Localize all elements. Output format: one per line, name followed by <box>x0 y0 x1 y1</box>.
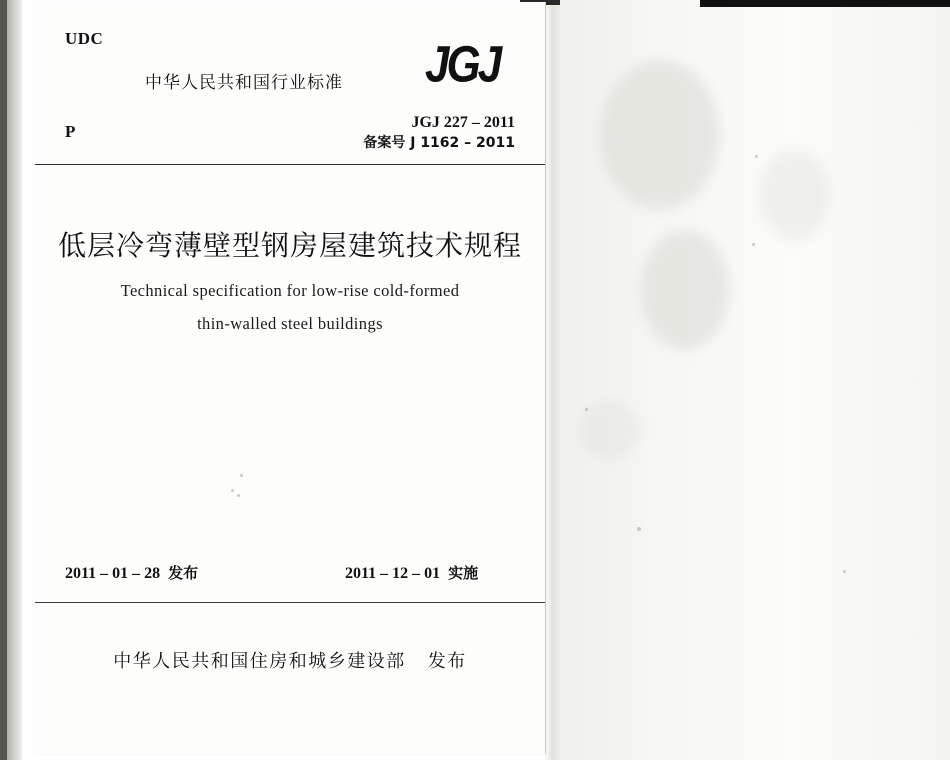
effective-verb: 实施 <box>448 564 479 582</box>
publisher-line <box>35 647 545 673</box>
scan-speck <box>637 527 641 531</box>
issue-verb: 发布 <box>168 564 199 582</box>
standard-number: JGJ 227 – 2011 <box>411 114 515 131</box>
issue-date-group <box>65 562 198 583</box>
scan-blotch <box>640 230 730 350</box>
scan-speck <box>755 155 758 158</box>
page-edge-left-dark <box>0 0 7 760</box>
divider-bottom <box>35 602 545 603</box>
scanner-edge-top-right <box>700 0 950 7</box>
standard-cover-page <box>35 2 546 754</box>
scan-speck <box>240 474 243 477</box>
publisher-name: 中华人民共和国住房和城乡建设部 <box>113 651 406 672</box>
effective-date: 2011 – 12 – 01 <box>345 565 441 582</box>
industry-standard-line: 中华人民共和国行业标准 <box>145 73 343 93</box>
scan-blotch <box>600 60 720 210</box>
effective-date-group <box>345 562 478 583</box>
publisher-verb: 发布 <box>427 651 467 672</box>
scan-speck <box>585 408 588 411</box>
title-english-line-2: thin-walled steel buildings <box>197 314 383 333</box>
filing-number: 备案号 J 1162 – 2011 <box>363 135 515 151</box>
scan-blotch <box>580 400 640 460</box>
issue-date: 2011 – 01 – 28 <box>65 565 161 582</box>
title-english-line-1: Technical specification for low-rise cold-formed <box>120 281 460 300</box>
jgj-logo: JGJ <box>425 36 500 93</box>
date-row <box>35 562 545 586</box>
title-chinese: 低层冷弯薄壁型钢房屋建筑技术规程 <box>57 229 522 262</box>
udc-label: UDC <box>65 29 104 48</box>
title-english <box>35 274 545 340</box>
scan-speck <box>237 494 240 497</box>
scan-blotch <box>760 150 830 240</box>
scan-speck <box>843 570 846 573</box>
standard-number-block <box>363 112 515 154</box>
scan-speck <box>752 243 755 246</box>
scan-speck <box>231 489 234 492</box>
book-gutter <box>545 0 561 760</box>
divider-top <box>35 164 545 165</box>
classification-p-label: P <box>65 122 76 141</box>
